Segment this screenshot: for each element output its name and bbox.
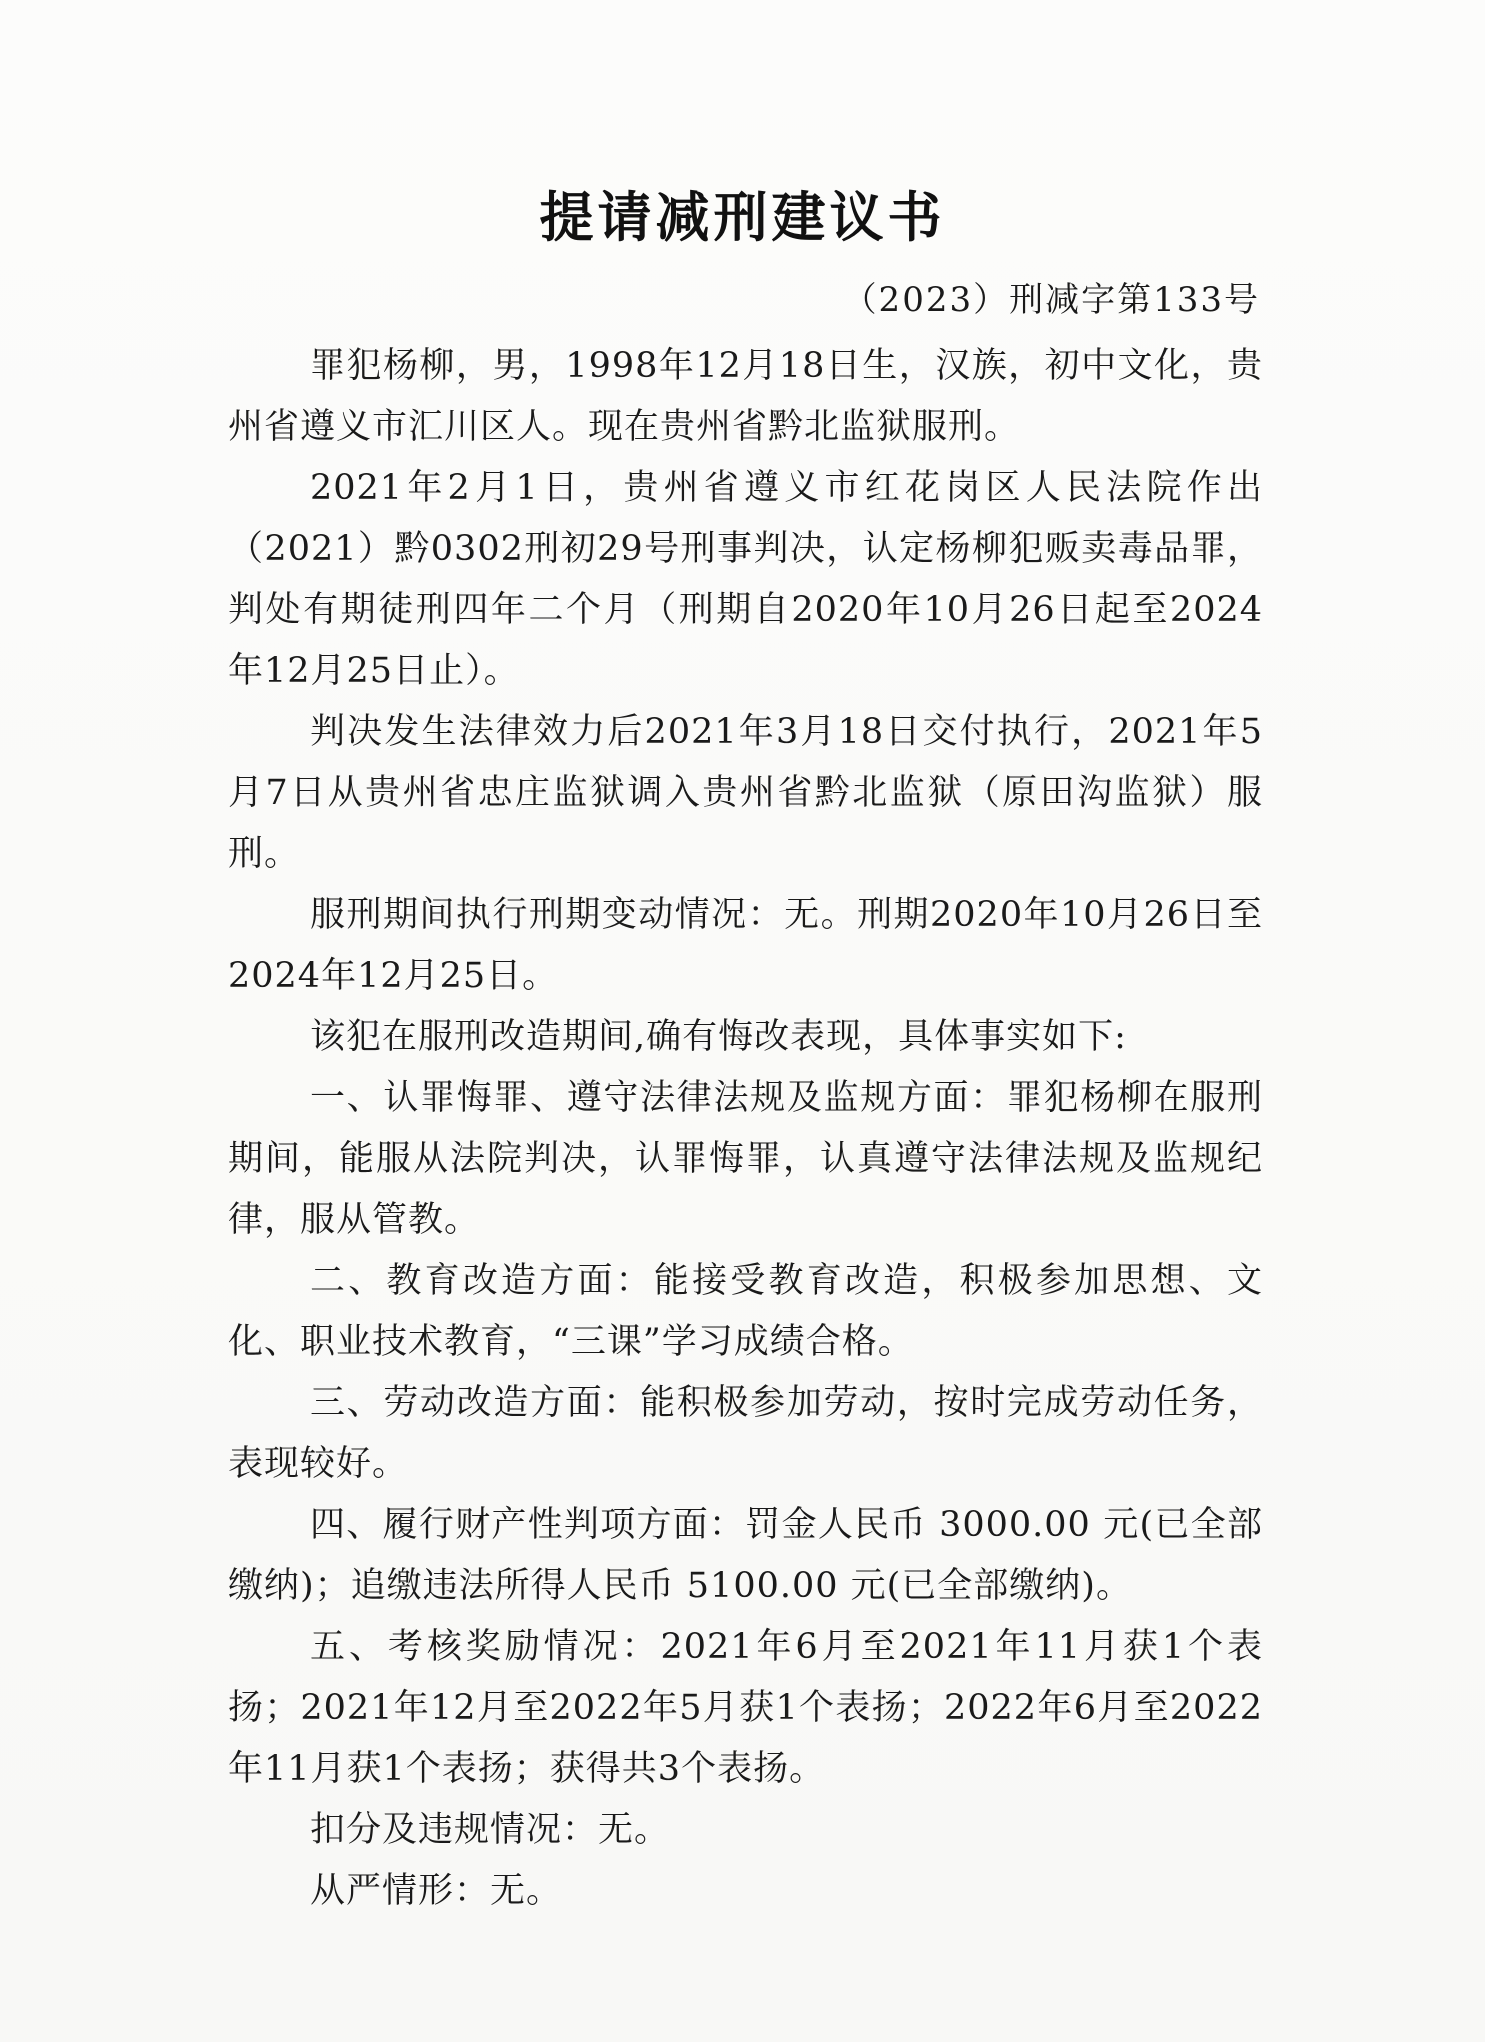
document-number: （2023）刑减字第133号 xyxy=(842,280,1260,320)
paragraph-judgment: 2021年2月1日，贵州省遵义市红花岗区人民法院作出（2021）黔0302刑初29号刑事判决，认定杨柳犯贩卖毒品罪，判处有期徒刑四年二个月（刑期自2020年10月26日起至2024年12月25日止）。 xyxy=(228,468,1263,691)
paragraph-violations: 扣分及违规情况：无。 xyxy=(310,1810,671,1850)
paragraph-law-compliance: 一、认罪悔罪、遵守法律法规及监规方面：罪犯杨柳在服刑期间，能服从法院判决，认罪悔罪，认真遵守法律法规及监规纪律，服从管教。 xyxy=(228,1078,1263,1240)
paragraph-criminal-info: 罪犯杨柳，男，1998年12月18日生，汉族，初中文化，贵州省遵义市汇川区人。现在贵州省黔北监狱服刑。 xyxy=(228,346,1263,447)
paragraph-strict-circumstances: 从严情形：无。 xyxy=(310,1871,563,1911)
paragraph-education: 二、教育改造方面：能接受教育改造，积极参加思想、文化、职业技术教育，“三课”学习成绩合格。 xyxy=(228,1261,1263,1362)
paragraph-rewards: 五、考核奖励情况：2021年6月至2021年11月获1个表扬；2021年12月至2022年5月获1个表扬；2022年6月至2022年11月获1个表扬；获得共3个表扬。 xyxy=(228,1627,1263,1789)
document-body xyxy=(228,336,1263,1922)
paragraph-labor: 三、劳动改造方面：能积极参加劳动，按时完成劳动任务，表现较好。 xyxy=(228,1383,1263,1484)
paragraph-sentence-change: 服刑期间执行刑期变动情况：无。刑期2020年10月26日至2024年12月25日。 xyxy=(228,895,1263,996)
paragraph-property: 四、履行财产性判项方面：罚金人民币 3000.00 元(已全部缴纳)；追缴违法所得人民币 5100.00 元(已全部缴纳)。 xyxy=(228,1505,1263,1606)
paragraph-execution: 判决发生法律效力后2021年3月18日交付执行，2021年5月7日从贵州省忠庄监狱调入贵州省黔北监狱（原田沟监狱）服刑。 xyxy=(228,712,1263,874)
document-title: 提请减刑建议书 xyxy=(539,185,946,249)
paragraph-repentance-intro: 该犯在服刑改造期间,确有悔改表现，具体事实如下: xyxy=(310,1017,1127,1057)
